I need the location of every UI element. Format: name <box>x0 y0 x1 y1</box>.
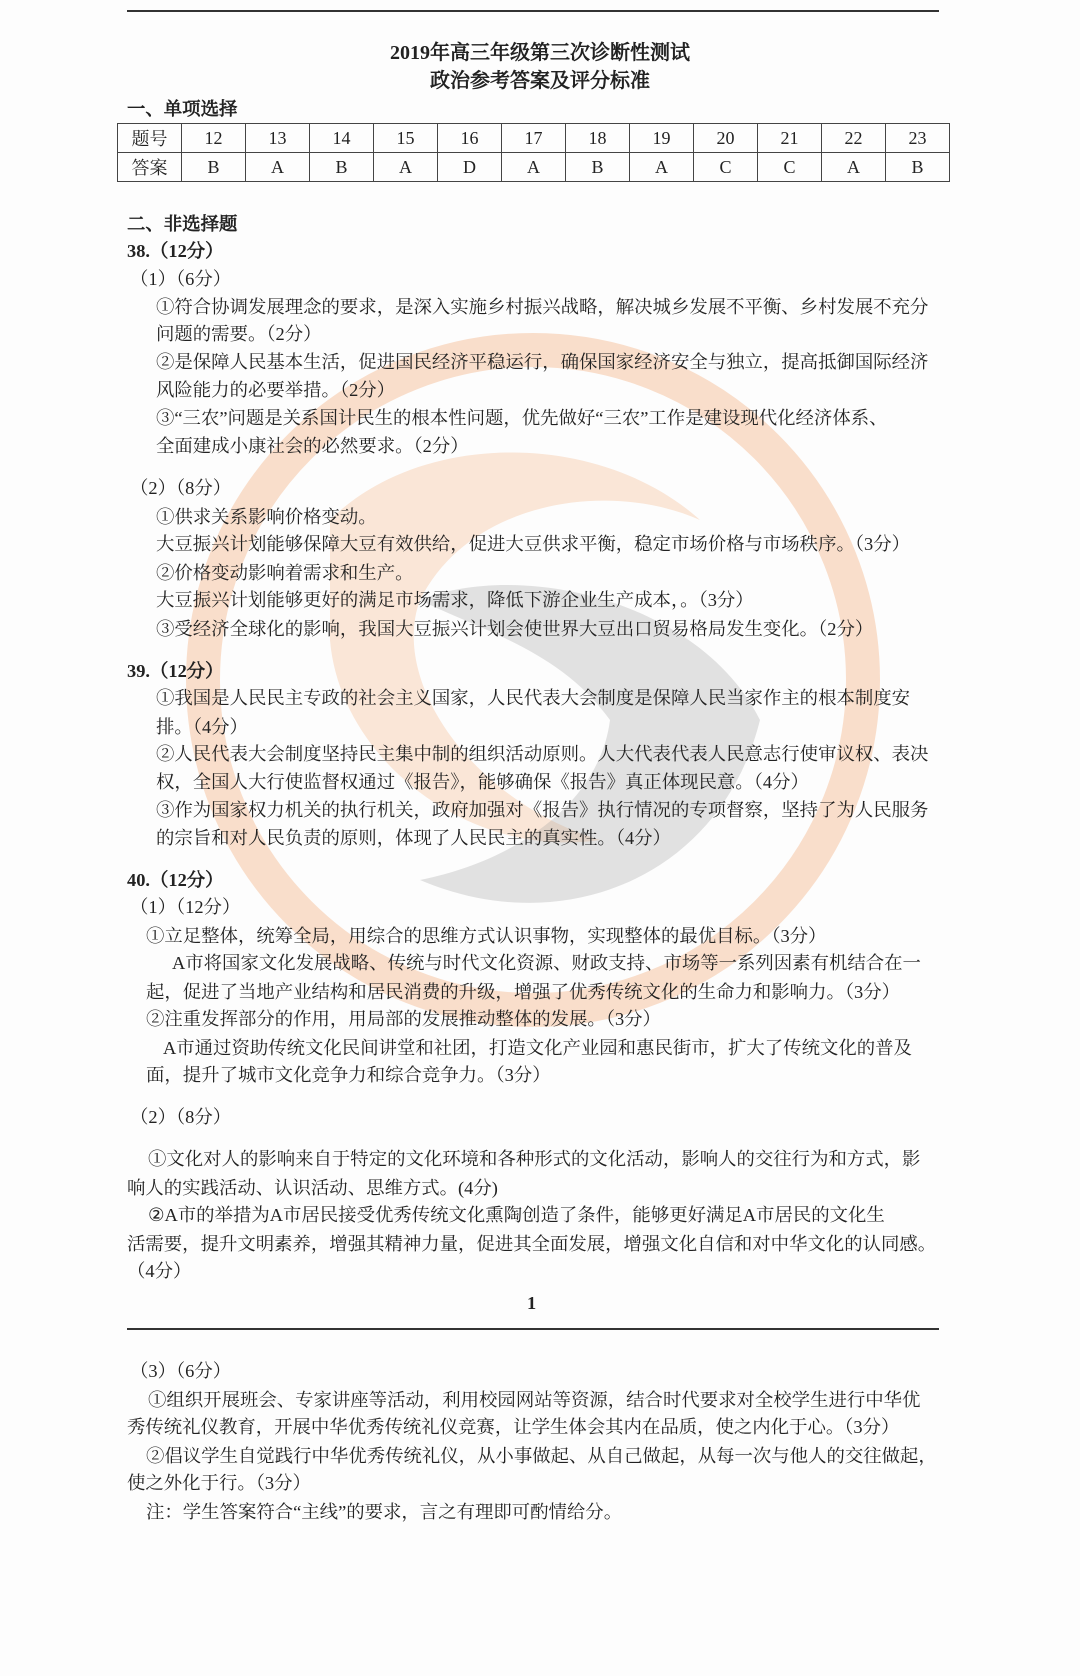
q40-part3-heading: （3）（6分） <box>130 1361 232 1381</box>
question-number: 22 <box>822 124 886 153</box>
answer-line: ①供求关系影响价格变动。 <box>156 507 377 527</box>
answer-line: ①组织开展班会、专家讲座等活动，利用校园网站等资源，结合时代要求对全校学生进行中华优 <box>148 1390 921 1410</box>
answer-line: A市通过资助传统文化民间讲堂和社团，打造文化产业园和惠民街市，扩大了传统文化的普及 <box>163 1038 912 1058</box>
answer-line: ①符合协调发展理念的要求，是深入实施乡村振兴战略，解决城乡发展不平衡、乡村发展不充分 <box>156 297 929 317</box>
grading-note: 注：学生答案符合“主线”的要求，言之有理即可酌情给分。 <box>146 1502 623 1522</box>
q40-heading: 40.（12分） <box>127 870 224 890</box>
answer-line: （4分） <box>127 1261 192 1281</box>
question-number: 15 <box>374 124 438 153</box>
answer-cell: C <box>758 153 822 182</box>
answer-line: 起，促进了当地产业结构和居民消费的升级，增强了优秀传统文化的生命力和影响力。（3分） <box>146 982 901 1002</box>
answer-line: A市将国家文化发展战略、传统与时代文化资源、财政支持、市场等一系列因素有机结合在一 <box>172 953 921 973</box>
q39-heading: 39.（12分） <box>127 661 224 681</box>
question-number: 20 <box>694 124 758 153</box>
answer-line: 使之外化于行。（3分） <box>127 1473 311 1493</box>
row-label: 题号 <box>118 124 182 153</box>
answer-line: 权，全国人大行使监督权通过《报告》，能够确保《报告》真正体现民意。（4分） <box>156 772 809 792</box>
question-number: 23 <box>886 124 950 153</box>
answer-cell: B <box>310 153 374 182</box>
question-number: 16 <box>438 124 502 153</box>
answer-line: ①文化对人的影响来自于特定的文化环境和各种形式的文化活动，影响人的交往行为和方式，影 <box>148 1149 921 1169</box>
answer-line: 活需要，提升文明素养，增强其精神力量，促进其全面发展，增强文化自信和对中华文化的认同感。 <box>127 1234 937 1254</box>
answer-line: 大豆振兴计划能够保障大豆有效供给，促进大豆供求平衡，稳定市场价格与市场秩序。（3分） <box>156 534 911 554</box>
question-number: 13 <box>246 124 310 153</box>
answer-line: 风险能力的必要举措。（2分） <box>156 380 396 400</box>
q38-part2-heading: （2）（8分） <box>130 478 232 498</box>
section2-heading: 二、非选择题 <box>127 214 238 234</box>
answer-cell: A <box>246 153 310 182</box>
answer-table <box>117 123 950 182</box>
answer-line: ②A市的举措为A市居民接受优秀传统文化熏陶创造了条件，能够更好满足A市居民的文化生 <box>148 1205 885 1225</box>
q40-part1-heading: （1）（12分） <box>130 897 241 917</box>
answer-cell: C <box>694 153 758 182</box>
q38-part1-heading: （1）（6分） <box>130 269 232 289</box>
answer-line: 秀传统礼仪教育，开展中华优秀传统礼仪竞赛，让学生体会其内在品质，使之内化于心。（3分） <box>127 1417 900 1437</box>
row-label: 答案 <box>118 153 182 182</box>
answer-cell: A <box>374 153 438 182</box>
answer-line: ③“三农”问题是关系国计民生的根本性问题，优先做好“三农”工作是建设现代化经济体系、 <box>156 408 888 428</box>
answer-cell: B <box>182 153 246 182</box>
section1-heading: 一、单项选择 <box>127 99 238 119</box>
answer-line: 大豆振兴计划能够更好的满足市场需求，降低下游企业生产成本，。（3分） <box>156 590 754 610</box>
answer-line: 的宗旨和对人民负责的原则，体现了人民民主的真实性。（4分） <box>156 828 671 848</box>
top-rule <box>127 10 939 12</box>
document-title: 2019年高三年级第三次诊断性测试 <box>390 42 690 64</box>
answer-line: 问题的需要。（2分） <box>156 324 322 344</box>
answer-line: ①立足整体，统筹全局，用综合的思维方式认识事物，实现整体的最优目标。（3分） <box>146 926 827 946</box>
answer-line: 面，提升了城市文化竞争力和综合竞争力。（3分） <box>146 1065 551 1085</box>
answer-line: 排。（4分） <box>156 717 248 737</box>
page-number: 1 <box>527 1293 537 1313</box>
answer-line: ②人民代表大会制度坚持民主集中制的组织活动原则。人大代表代表人民意志行使审议权、表决 <box>156 744 929 764</box>
answer-line: ②价格变动影响着需求和生产。 <box>156 563 414 583</box>
answer-line: 响人的实践活动、认识活动、思维方式。(4分) <box>127 1178 498 1198</box>
question-number: 14 <box>310 124 374 153</box>
answer-line: ②注重发挥部分的作用，用局部的发展推动整体的发展。（3分） <box>146 1009 661 1029</box>
q38-heading: 38.（12分） <box>127 241 224 261</box>
answer-cell: B <box>566 153 630 182</box>
q40-part2-heading: （2）（8分） <box>130 1107 232 1127</box>
page-break-rule <box>127 1328 939 1330</box>
answer-cell: A <box>630 153 694 182</box>
question-row <box>118 124 950 153</box>
answer-line: 全面建成小康社会的必然要求。（2分） <box>156 436 469 456</box>
answer-cell: D <box>438 153 502 182</box>
answer-row <box>118 153 950 182</box>
answer-cell: A <box>502 153 566 182</box>
answer-line: ③受经济全球化的影响，我国大豆振兴计划会使世界大豆出口贸易格局发生变化。（2分） <box>156 619 874 639</box>
question-number: 12 <box>182 124 246 153</box>
question-number: 19 <box>630 124 694 153</box>
answer-cell: B <box>886 153 950 182</box>
question-number: 18 <box>566 124 630 153</box>
answer-line: ②是保障人民基本生活，促进国民经济平稳运行，确保国家经济安全与独立，提高抵御国际经济 <box>156 352 929 372</box>
question-number: 21 <box>758 124 822 153</box>
answer-line: ②倡议学生自觉践行中华优秀传统礼仪，从小事做起、从自己做起，从每一次与他人的交往做起， <box>146 1446 937 1466</box>
answer-line: ①我国是人民民主专政的社会主义国家，人民代表大会制度是保障人民当家作主的根本制度安 <box>156 688 911 708</box>
document-subtitle: 政治参考答案及评分标准 <box>430 70 650 92</box>
answer-cell: A <box>822 153 886 182</box>
answer-line: ③作为国家权力机关的执行机关，政府加强对《报告》执行情况的专项督察，坚持了为人民服务 <box>156 800 929 820</box>
question-number: 17 <box>502 124 566 153</box>
